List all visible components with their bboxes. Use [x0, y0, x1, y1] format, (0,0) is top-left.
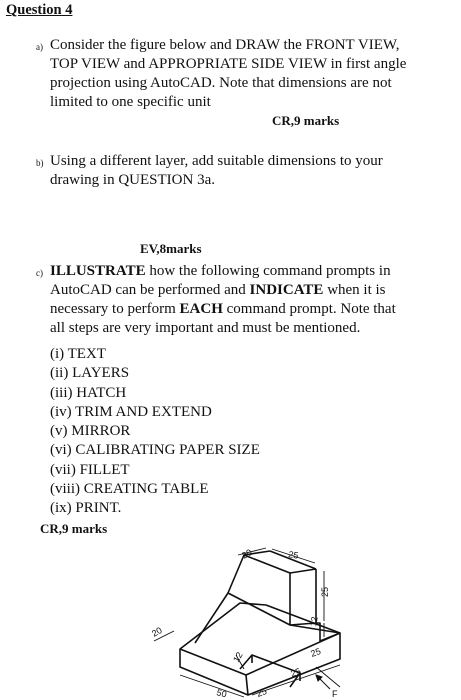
part-b-marker: b)	[36, 158, 44, 168]
command-list	[50, 345, 260, 519]
list-item: (iv) TRIM AND EXTEND	[50, 403, 212, 420]
dimension-label: 25	[287, 549, 300, 561]
part-a-text: Consider the figure below and DRAW the FRONT VIEW, TOP VIEW and APPROPRIATE SIDE VIEW in first angle projection using AutoCAD. Note that dimensions are not limited to one specific unit	[50, 37, 407, 110]
part-a-marks: CR,9 marks	[272, 113, 340, 128]
dimension-label: 20	[150, 625, 164, 639]
part-b-text: Using a different layer, add suitable dimensions to your drawing in QUESTION 3a.	[50, 153, 383, 188]
dimension-label: 25	[320, 586, 330, 597]
dimension-label: 20	[240, 547, 254, 561]
part-a-marker: a)	[36, 42, 43, 52]
dimension-label: 25	[255, 686, 269, 699]
list-item: (ix) PRINT.	[50, 500, 122, 517]
list-item: (i) TEXT	[50, 346, 106, 362]
list-item: (vi) CALIBRATING PAPER SIZE	[50, 442, 260, 459]
isometric-figure	[140, 545, 440, 700]
view-direction-label: F	[332, 689, 338, 699]
list-item: (vii) FILLET	[50, 461, 130, 478]
upright-block	[228, 555, 290, 625]
dimension-label: 12	[308, 615, 320, 628]
question-title: Question 4	[6, 2, 73, 18]
list-item: (ii) LAYERS	[50, 365, 130, 382]
dimension-label: 12	[231, 650, 245, 664]
dimension-label: 50	[215, 687, 228, 700]
indicate-keyword: INDICATE	[249, 282, 324, 298]
dimension-label: 25	[309, 646, 323, 659]
dimension-label: 25	[289, 666, 303, 679]
list-item: (viii) CREATING TABLE	[50, 481, 209, 498]
each-keyword: EACH	[179, 301, 223, 317]
list-item: (v) MIRROR	[50, 423, 131, 440]
list-item: (iii) HATCH	[50, 384, 127, 401]
part-c-marker: c)	[36, 268, 43, 278]
illustrate-keyword: ILLUSTRATE	[50, 263, 146, 279]
part-b-marks: EV,8marks	[140, 241, 202, 256]
part-c-text: ILLUSTRATE how the following command prompts in AutoCAD can be performed and INDICATE when it is necessary to perform EACH command prompt. Note that all steps are very important and must be mentioned.	[50, 263, 396, 336]
part-c-marks: CR,9 marks	[40, 521, 108, 536]
